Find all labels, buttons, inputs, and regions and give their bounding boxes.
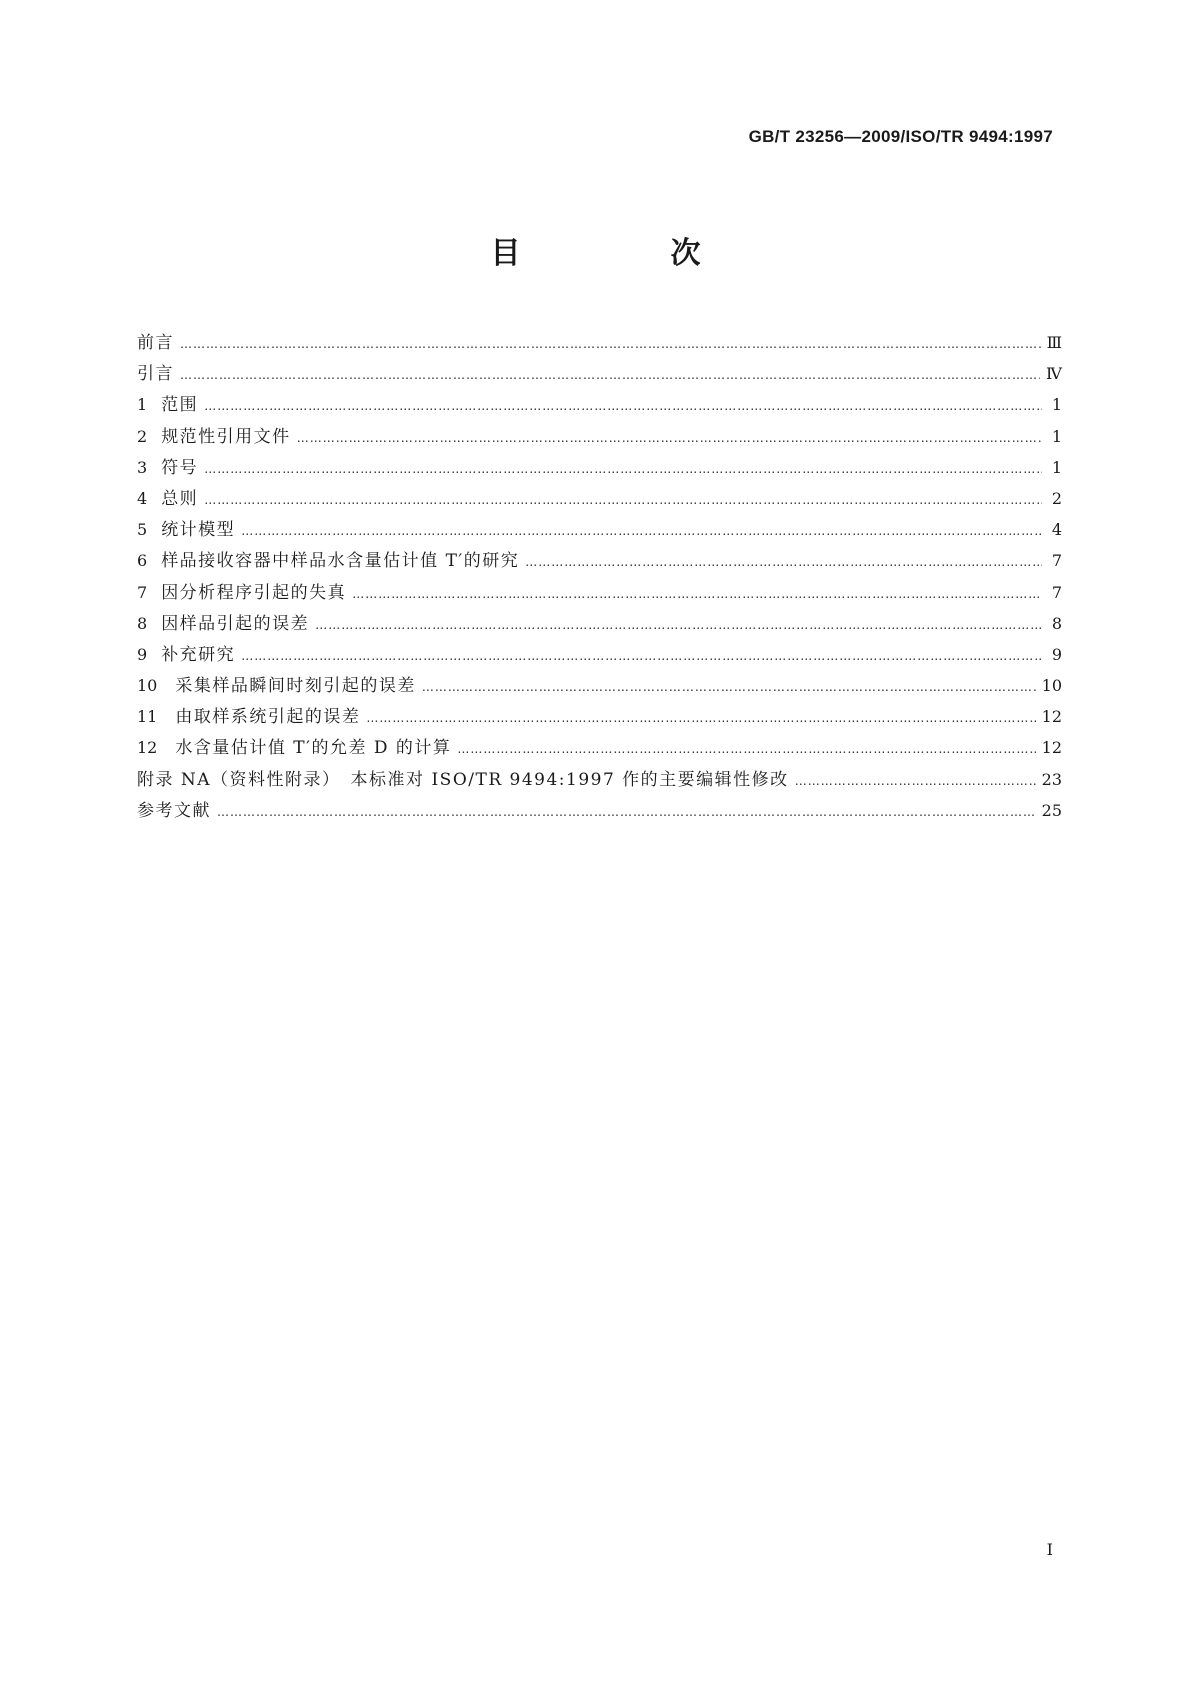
toc-entry-number: 12 (137, 738, 158, 758)
toc-entry-label: 由取样系统引起的误差 (175, 707, 361, 728)
toc-entry-label: 因分析程序引起的失真 (161, 582, 347, 603)
toc-entry-introduction[interactable] (137, 359, 1062, 390)
toc-entry-page: 12 (1041, 707, 1062, 727)
toc-entry-number: 6 (137, 551, 148, 571)
toc-entry-label: 规范性引用文件 (161, 426, 291, 447)
toc-entry-page: 8 (1051, 613, 1062, 633)
toc-entry-number: 10 (137, 676, 158, 696)
dot-leader (422, 680, 1036, 694)
toc-entry-number: 2 (137, 426, 148, 446)
toc-entry-label: 补充研究 (161, 644, 236, 665)
toc-entry-label: 附录 NA（资料性附录） 本标准对 ISO/TR 9494:1997 作的主要编辑性修改 (137, 769, 789, 790)
toc-entry-label: 样品接收容器中样品水含量估计值 T′的研究 (161, 551, 520, 572)
toc-entry-7[interactable] (137, 578, 1062, 609)
toc-entry-8[interactable] (137, 609, 1062, 640)
toc-entry-number: 4 (137, 488, 148, 508)
dot-leader (457, 742, 1035, 756)
toc-entry-5[interactable] (137, 515, 1062, 546)
toc-entry-number: 8 (137, 613, 148, 633)
toc-entry-page: 2 (1051, 488, 1062, 508)
toc-entry-number: 5 (137, 520, 148, 540)
toc-entry-12[interactable] (137, 733, 1062, 764)
toc-entry-label: 符号 (161, 457, 199, 478)
table-of-contents (137, 328, 1062, 827)
toc-entry-label: 引言 (137, 364, 174, 385)
toc-entry-label: 参考文献 (137, 800, 211, 821)
toc-entry-annex-na[interactable] (137, 765, 1062, 796)
toc-entry-label: 总则 (161, 488, 199, 509)
dot-leader (180, 368, 1040, 382)
toc-entry-label: 因样品引起的误差 (161, 613, 310, 634)
dot-leader (366, 711, 1035, 725)
toc-entry-page: 7 (1051, 551, 1062, 571)
dot-leader (204, 493, 1042, 507)
toc-entry-number: 1 (137, 395, 148, 415)
toc-entry-page: 25 (1041, 800, 1062, 820)
dot-leader (180, 337, 1041, 351)
toc-entry-3[interactable] (137, 453, 1062, 484)
dot-leader (297, 431, 1042, 445)
toc-entry-page: 23 (1041, 769, 1062, 789)
toc-entry-label: 范围 (161, 395, 199, 416)
toc-entry-number: 3 (137, 457, 148, 477)
toc-entry-bibliography[interactable] (137, 796, 1062, 827)
dot-leader (217, 805, 1036, 819)
toc-entry-label: 采集样品瞬间时刻引起的误差 (175, 676, 416, 697)
dot-leader (241, 524, 1042, 538)
dot-leader (525, 555, 1042, 569)
toc-entry-2[interactable] (137, 422, 1062, 453)
toc-entry-label: 前言 (137, 333, 174, 353)
toc-entry-number: 9 (137, 644, 148, 664)
toc-entry-page: 7 (1051, 582, 1062, 602)
toc-entry-4[interactable] (137, 484, 1062, 515)
toc-entry-foreword[interactable] (137, 328, 1062, 359)
toc-entry-page: Ⅲ (1046, 333, 1062, 352)
toc-entry-page: 1 (1051, 457, 1062, 477)
toc-entry-page: 1 (1051, 395, 1062, 415)
dot-leader (352, 587, 1042, 601)
toc-entry-number: 11 (137, 707, 158, 727)
toc-entry-page: 12 (1041, 738, 1062, 758)
toc-entry-page: 1 (1051, 426, 1062, 446)
toc-entry-label: 水含量估计值 T′的允差 D 的计算 (175, 738, 452, 759)
toc-entry-page: Ⅳ (1046, 364, 1062, 384)
standard-code: GB/T 23256—2009/ISO/TR 9494:1997 (748, 127, 1053, 146)
dot-leader (795, 774, 1036, 788)
toc-entry-number: 7 (137, 582, 148, 602)
toc-entry-6[interactable] (137, 546, 1062, 577)
toc-entry-9[interactable] (137, 640, 1062, 671)
toc-entry-1[interactable] (137, 390, 1062, 421)
page-title: 目 次 (490, 236, 761, 271)
toc-entry-label: 统计模型 (161, 520, 236, 541)
toc-entry-10[interactable] (137, 671, 1062, 702)
toc-entry-11[interactable] (137, 702, 1062, 733)
dot-leader (241, 649, 1042, 663)
toc-entry-page: 4 (1051, 520, 1062, 540)
toc-entry-page: 9 (1051, 644, 1062, 664)
dot-leader (315, 618, 1042, 632)
dot-leader (204, 399, 1042, 413)
toc-entry-page: 10 (1041, 676, 1062, 696)
page-number: Ⅰ (1046, 1540, 1053, 1559)
dot-leader (204, 462, 1042, 476)
